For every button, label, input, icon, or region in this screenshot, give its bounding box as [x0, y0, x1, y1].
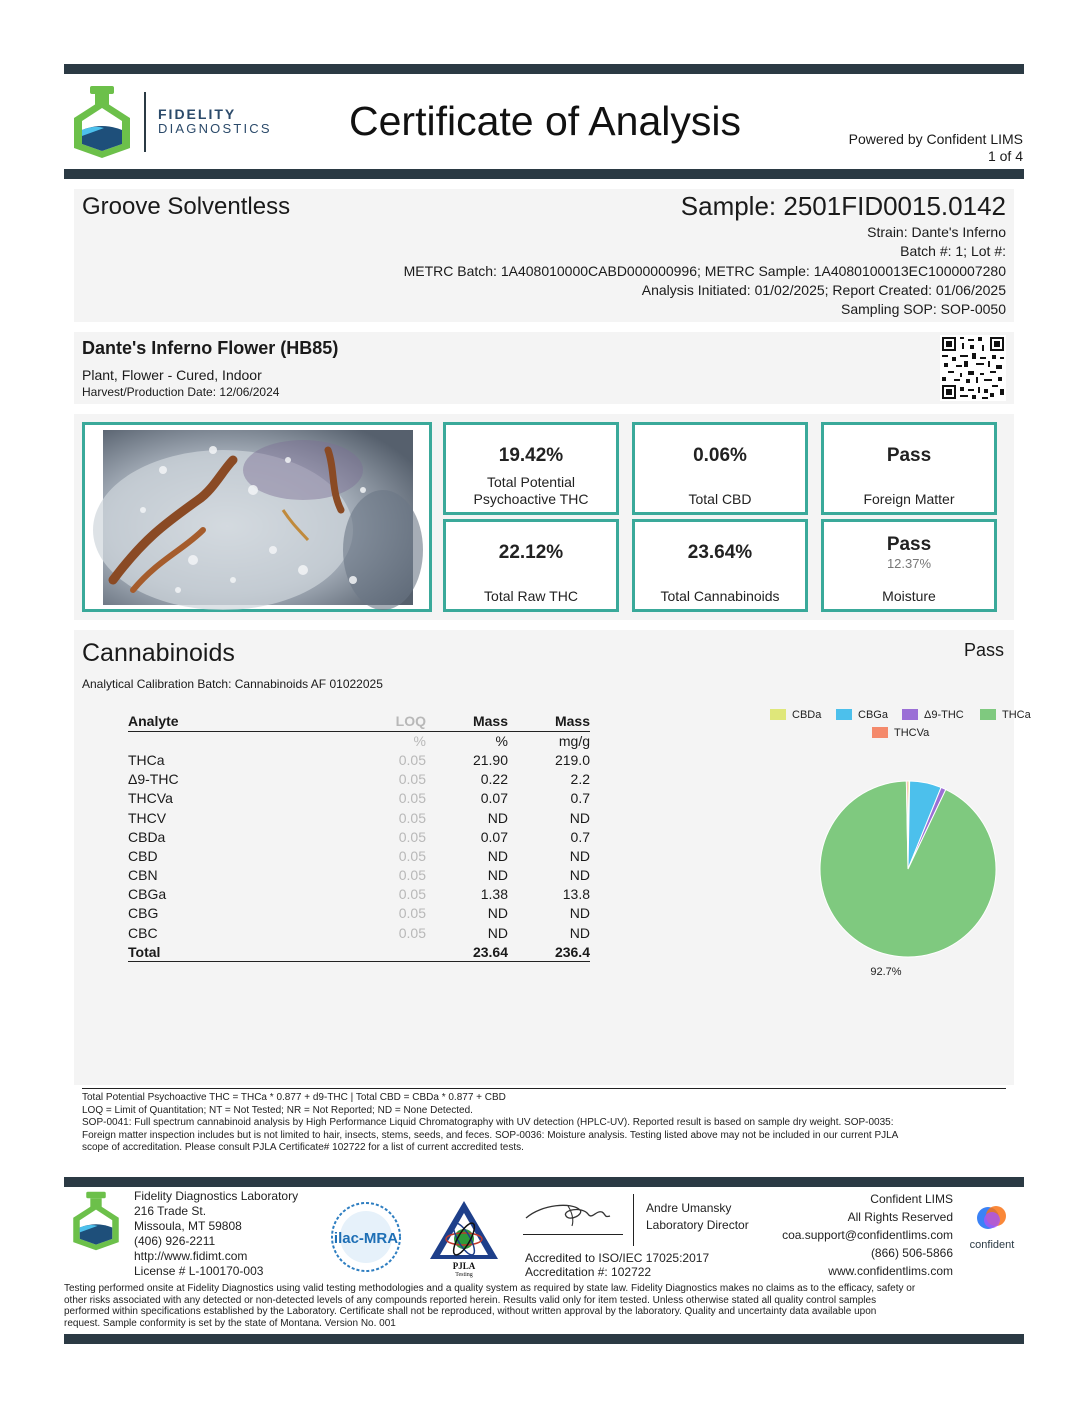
section-title: Cannabinoids: [82, 639, 235, 667]
signature-line: [523, 1234, 623, 1235]
pjla-logo: [426, 1197, 502, 1277]
signature-image: [522, 1196, 622, 1230]
unit-loq: %: [413, 733, 426, 750]
lab-name: Fidelity Diagnostics Laboratory: [134, 1189, 299, 1203]
cell-analyte: CBDa: [128, 828, 166, 845]
accreditation-number: Accreditation #: 102722: [525, 1265, 652, 1279]
product-panel: [74, 332, 1014, 404]
pie-data-label: 92.7%: [870, 966, 902, 978]
cell-mass-pct: ND: [487, 905, 508, 922]
tile-total-potential-thc: [443, 422, 619, 515]
tile-label-line-1: Total Potential: [487, 474, 575, 490]
table-row: [128, 866, 590, 885]
batch-lot: Batch #: 1; Lot #:: [900, 243, 1006, 260]
harvest-date: Harvest/Production Date: 12/06/2024: [82, 385, 280, 399]
client-name: Groove Solventless: [82, 193, 291, 220]
logo-divider: [144, 92, 146, 152]
table-row: [128, 923, 590, 942]
photo-tile: [82, 422, 432, 612]
col-analyte: Analyte: [128, 713, 179, 730]
cell-loq: 0.05: [398, 771, 426, 788]
flask-logo-icon: [70, 84, 134, 160]
tile-label: Moisture: [882, 588, 936, 604]
note-line: Total Potential Psychoactive THC = THCa * 0.877 + d9-THC | Total CBD = CBDa * 0.877 + CBD: [82, 1092, 506, 1103]
tile-label: Total Raw THC: [484, 588, 578, 604]
cell-total-label: Total: [128, 942, 328, 961]
tile-value: 22.12%: [498, 542, 564, 563]
powered-by: Powered by Confident LIMS: [848, 131, 1023, 147]
note-line: SOP-0041: Full spectrum cannabinoid analysis by High Performance Liquid Chromatography with UV detection (HPLC-UV). Reported result is based on sample dry weight. SOP-0035:: [82, 1117, 894, 1128]
note-line: scope of accreditation. Please consult PJLA Certificate# 102722 for a list of current accredited tests.: [82, 1142, 524, 1153]
confident-line: (866) 506-5866: [870, 1246, 953, 1260]
tile-foreign-matter: [821, 422, 997, 515]
confident-info: [782, 1190, 953, 1280]
cell-mass-mg: 2.2: [570, 771, 590, 788]
footer-bottom-bar: [64, 1334, 1024, 1344]
confident-line: coa.support@confidentlims.com: [782, 1228, 953, 1242]
confident-logo-text: confident: [969, 1239, 1015, 1251]
cell-loq: 0.05: [398, 867, 426, 884]
disclaimer-line: Testing performed onsite at Fidelity Diagnostics using valid testing methodologies and a quality system as required by state law. Fidelity Diagnostics makes no claims as to the efficacy, safety or: [64, 1283, 916, 1294]
sample-details: [404, 223, 1006, 319]
cell-loq: 0.05: [398, 847, 426, 864]
legend-label: CBDa: [792, 709, 822, 721]
director-title: Laboratory Director: [646, 1218, 749, 1232]
sample-panel: [74, 189, 1014, 322]
table-row: [128, 750, 590, 769]
disclaimer-line: other risks associated with any detected or non-detected levels of any compounds reported herein. Results valid only for item tested. Unless otherwise stated all quality control samples: [64, 1294, 877, 1306]
cell-loq: 0.05: [398, 828, 426, 845]
qr-code-icon: [940, 335, 1006, 401]
legend-swatch: [980, 709, 996, 720]
cell-total-mg: 236.4: [508, 942, 590, 961]
cell-analyte: CBD: [128, 847, 158, 864]
cell-mass-mg: ND: [569, 847, 590, 864]
tile-moisture: [821, 519, 997, 612]
calibration-batch: Analytical Calibration Batch: Cannabinoids AF 01022025: [82, 677, 383, 691]
cell-mass-mg: 219.0: [554, 751, 590, 768]
cell-mass-mg: ND: [569, 924, 590, 941]
cell-loq: 0.05: [398, 751, 426, 768]
top-bar: [64, 64, 1024, 74]
product-type: Plant, Flower - Cured, Indoor: [82, 367, 262, 383]
table-row: [128, 904, 590, 923]
accreditation-block: [525, 1251, 709, 1279]
metrc-info: METRC Batch: 1A408010000CABD000000996; METRC Sample: 1A4080100013EC1000007280: [403, 262, 1006, 279]
notes-divider: [82, 1088, 1006, 1089]
ilac-mra-logo: [328, 1200, 404, 1274]
confident-line: www.confidentlims.com: [828, 1264, 953, 1278]
cell-loq: 0.05: [398, 809, 426, 826]
table-row: [128, 770, 590, 789]
tile-value: 0.06%: [693, 445, 747, 466]
cell-mass-mg: 0.7: [570, 828, 590, 845]
signature-divider: [633, 1194, 634, 1246]
cell-mass-pct: ND: [487, 847, 508, 864]
page-title: Certificate of Analysis: [349, 98, 741, 144]
table-total-row: [128, 942, 590, 961]
col-mass-mg: Mass: [554, 713, 590, 730]
flower-photo-image: [103, 430, 413, 605]
legend-item: [980, 709, 1032, 721]
cell-mass-mg: ND: [569, 809, 590, 826]
tile-sub-value: 12.37%: [886, 556, 932, 571]
tile-total-raw-thc: [443, 519, 619, 612]
tile-total-cannabinoids: [632, 519, 808, 612]
legend-swatch: [902, 709, 918, 720]
disclaimer: [64, 1283, 1024, 1329]
header-divider: [64, 169, 1024, 179]
pjla-text: PJLA: [452, 1261, 476, 1271]
section-result: Pass: [963, 640, 1004, 660]
legend-swatch: [872, 727, 888, 738]
cell-mass-pct: ND: [487, 924, 508, 941]
tile-total-cbd: [632, 422, 808, 515]
legend-item: [770, 709, 822, 721]
table-row: [128, 808, 590, 827]
tile-label: [446, 474, 616, 508]
cell-mass-mg: 13.8: [562, 886, 590, 903]
ilac-text: ilac-MRA: [333, 1230, 399, 1247]
legend-item: [836, 709, 889, 721]
tile-value: Pass: [886, 445, 932, 466]
unit-mass-pct: %: [495, 733, 508, 750]
col-loq: LOQ: [395, 713, 426, 730]
cell-analyte: THCa: [128, 751, 165, 768]
legend-label: THCa: [1002, 709, 1031, 721]
page-number: 1 of 4: [987, 148, 1023, 164]
lab-detail-line: (406) 926-2211: [134, 1234, 216, 1248]
confident-line: Confident LIMS: [870, 1192, 953, 1206]
table-row: [128, 885, 590, 904]
legend-swatch: [770, 709, 786, 720]
legend-swatch: [836, 709, 852, 720]
disclaimer-line: request. Sample conformity is set by the state of Montana. Version No. 001: [64, 1317, 396, 1329]
tile-label: Total Cannabinoids: [660, 588, 780, 604]
lab-detail-line: Missoula, MT 59808: [134, 1219, 242, 1233]
brand-name-bottom: DIAGNOSTICS: [158, 121, 272, 136]
cannabinoid-table: [128, 712, 590, 962]
disclaimer-line: performed within specifications established by the Laboratory. Certificate shall not be reproduced, without written approval by the laboratory. Quality and uncertainty data available upon: [64, 1306, 877, 1317]
strain: Strain: Dante's Inferno: [867, 224, 1006, 240]
lab-detail-line: http://www.fidimt.com: [134, 1249, 248, 1263]
table-row: [128, 846, 590, 865]
cell-mass-pct: 1.38: [480, 886, 508, 903]
notes-block: [82, 1092, 1012, 1155]
legend-label: THCVa: [894, 727, 930, 739]
tile-label: Total CBD: [688, 491, 752, 507]
cell-mass-pct: ND: [487, 867, 508, 884]
cell-mass-mg: 0.7: [570, 790, 590, 807]
lab-info: [134, 1189, 298, 1279]
cell-mass-mg: ND: [569, 867, 590, 884]
cell-mass-pct: 21.90: [472, 751, 508, 768]
footer-flask-logo-icon: [70, 1190, 122, 1252]
product-name: Dante's Inferno Flower (HB85): [82, 338, 339, 358]
legend-item: [902, 709, 964, 721]
note-line: LOQ = Limit of Quantitation; NT = Not Tested; NR = Not Reported; ND = None Detected.: [82, 1104, 473, 1116]
table-header-row: [128, 712, 590, 731]
cell-loq: 0.05: [398, 924, 426, 941]
cell-analyte: CBC: [128, 924, 158, 941]
cell-analyte: Δ9-THC: [128, 771, 179, 788]
cell-analyte: CBN: [128, 867, 158, 884]
cell-analyte: CBGa: [128, 886, 167, 903]
cell-mass-mg: ND: [569, 905, 590, 922]
cell-mass-pct: ND: [487, 809, 508, 826]
note-line: Foreign matter inspection includes but is not limited to hair, insects, stems, seeds, and feces. SOP-0036: Moisture analysis. Testing listed above may not be included in our current PJLA: [82, 1129, 899, 1141]
col-mass-pct: Mass: [472, 713, 508, 730]
cell-analyte: THCV: [128, 809, 167, 826]
cell-analyte: THCVa: [128, 790, 173, 807]
cell-loq: 0.05: [398, 905, 426, 922]
sample-id: Sample: 2501FID0015.0142: [680, 191, 1006, 221]
cannabinoids-panel: [74, 630, 1031, 1085]
brand-name-top: FIDELITY: [158, 106, 237, 122]
cell-total-loq: [328, 942, 426, 961]
table-row: [128, 827, 590, 846]
tile-value: Pass: [886, 534, 932, 555]
tile-label-line-2: Psychoactive THC: [473, 491, 589, 507]
units-row: [128, 731, 590, 750]
legend-label: Δ9-THC: [924, 709, 964, 721]
cell-loq: 0.05: [398, 790, 426, 807]
cell-analyte: CBG: [128, 905, 159, 922]
confident-logo-icon: [968, 1202, 1016, 1251]
tile-value: 23.64%: [687, 542, 753, 563]
lab-detail-line: 216 Trade St.: [134, 1204, 207, 1218]
director-name: Andre Umansky: [646, 1201, 732, 1215]
cell-loq: 0.05: [398, 886, 426, 903]
cell-mass-pct: 0.22: [480, 771, 508, 788]
lab-detail-line: License # L-100170-003: [134, 1264, 264, 1278]
director-block: [646, 1200, 749, 1234]
sampling-sop: Sampling SOP: SOP-0050: [841, 301, 1006, 318]
legend-item: [872, 727, 930, 739]
legend-label: CBGa: [858, 709, 888, 721]
cell-mass-pct: 0.07: [480, 790, 508, 807]
tile-value: 19.42%: [498, 445, 564, 466]
iso-accreditation: Accredited to ISO/IEC 17025:2017: [525, 1251, 710, 1265]
footer-top-bar: [64, 1177, 1024, 1187]
cannabinoid-pie-chart: [674, 700, 1031, 1060]
pjla-sub-text: Testing: [455, 1272, 473, 1278]
cell-total-pct: 23.64: [426, 942, 508, 961]
unit-mass-mg: mg/g: [558, 733, 590, 750]
confident-line: All Rights Reserved: [847, 1210, 953, 1224]
cell-mass-pct: 0.07: [480, 828, 508, 845]
tile-label: Foreign Matter: [863, 491, 955, 507]
table-row: [128, 789, 590, 808]
analysis-dates: Analysis Initiated: 01/02/2025; Report Created: 01/06/2025: [641, 281, 1006, 298]
